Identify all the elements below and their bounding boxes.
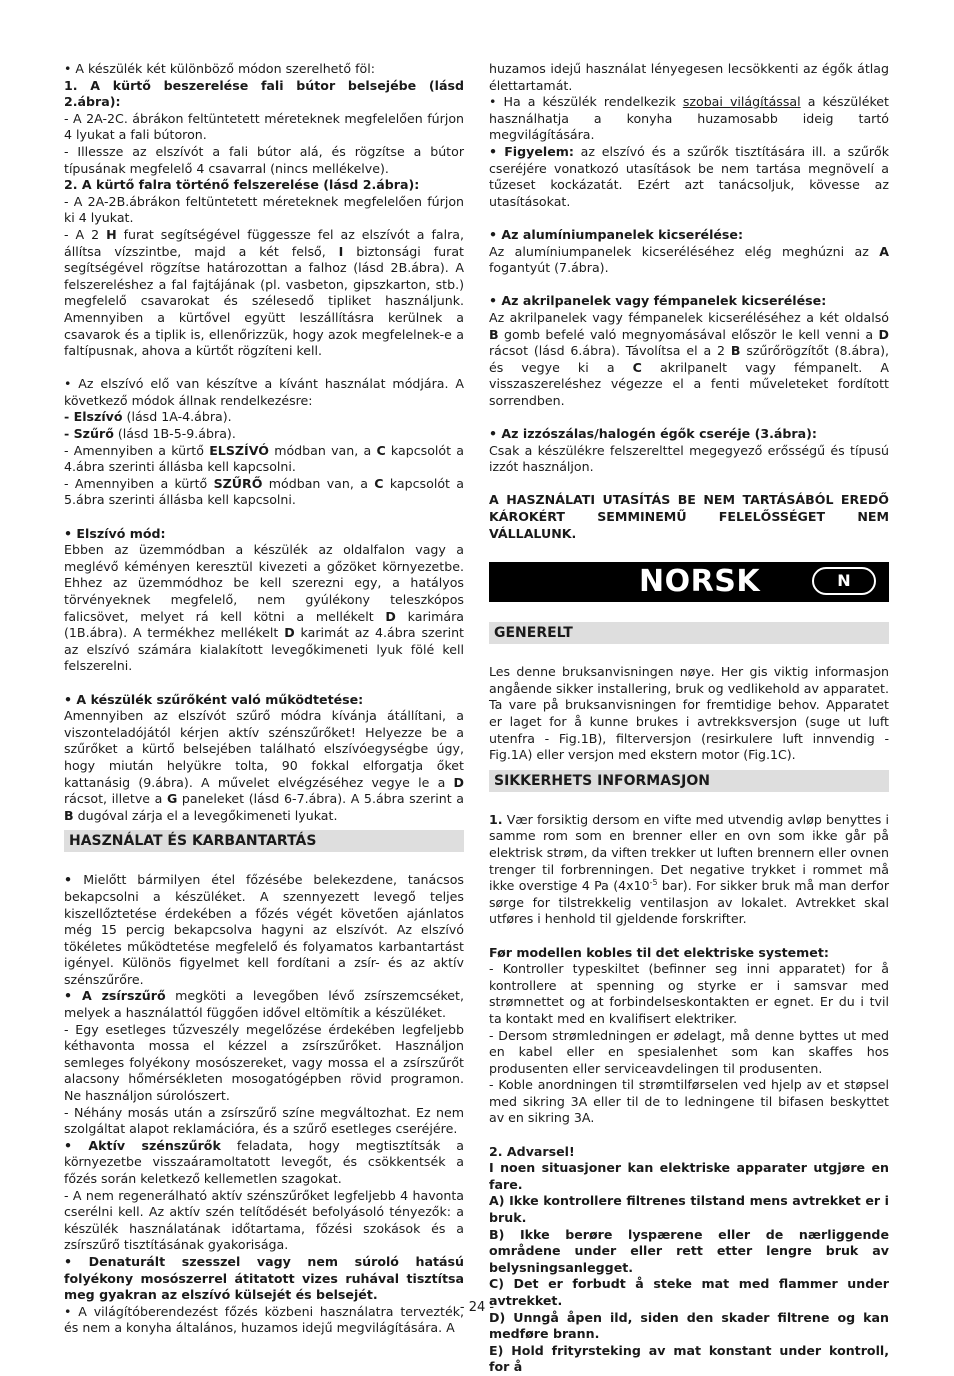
paragraph: • Denaturált szesszel vagy nem súroló hatású folyékony mosószerrel átitatott vizes ruhával tisztítsa meg gyakran az elszívó külsejét és belsejét. — [64, 1253, 464, 1303]
paragraph: Az alumíniumpanelek kicseréléséhez elég meghúzni az A fogantyút (7.ábra). — [489, 243, 889, 276]
paragraph: • Ha a készülék rendelkezik szobai világítással a készüléket használhatja a konyha huzamosabb ideig tartó megvilágítására. — [489, 94, 889, 143]
paragraph: • A világítóberendezést főzés közbeni használatra tervezték, és nem a konyha általános, huzamos idejű megvilágítására. A — [64, 1303, 464, 1336]
paragraph: - Néhány mosás után a zsírszűrő színe megváltozhat. Ez nem szolgáltat alapot reklamációra, és a szűrő esetleges cseréjére. — [64, 1104, 464, 1137]
language-banner — [489, 562, 889, 602]
warning-item: B) Ikke berøre lyspærene eller de nærliggende områdene under eller rett etter lengre bruk av belysningsanlegget. — [489, 1226, 889, 1275]
warning-item: I noen situasjoner kan elektriske apparater utgjøre en fare. — [489, 1160, 889, 1192]
list-item: - Amennyiben a kürtő SZŰRŐ módban van, a C kapcsolót a 5.ábra szerinti állásba kell kapcsolni. — [64, 475, 465, 508]
language-badge: N — [812, 567, 876, 595]
list-item: - Amennyiben a kürtő ELSZÍVÓ módban van, a C kapcsolót a 4.ábra szerinti állásba kell kapcsolni. — [64, 442, 464, 475]
subheading-exhaust-mode: • Elszívó mód: — [64, 525, 166, 541]
paragraph: - Dersom strømledningen er ødelagt, må denne byttes ut med en kabel eller en spesialenhet som kan skaffes hos produsenten eller serviceavdelingen til produsenten. — [489, 1027, 889, 1076]
section-heading-safety: SIKKERHETS INFORMASJON — [489, 770, 889, 792]
paragraph: - A nem regenerálható aktív szénszűrőket legfeljebb 4 havonta cserélni kell. Az aktív szén telítődését befolyásoló tényezők: a készülék használatának időtartama, főzési szokások és a zsírszűrő tisztításának gyakorisága. — [64, 1187, 464, 1253]
language-title: NORSK — [639, 564, 761, 600]
intro-bullet: • A készülék két különböző módon szerelhető föl: — [64, 61, 375, 76]
paragraph: Az akrilpanelek vagy fémpanelek kicseréléséhez a két oldalsó B gomb befelé való megnyomásával először le kell venni a D rácsot (lásd 6.ábra). Távolítsa el a 2 B szűrőrögzítőt (8.ábra), és vegye ki a C akrilpanelt vagy fémpanelt. A visszaszereléshez végezze el a fenti műveleteket fordított sorrendben. — [489, 309, 889, 408]
paragraph: • Mielőtt bármilyen étel főzésébe belekezdene, tanácsos bekapcsolni a készüléket. A szennyezett levegő teljes kiszellőztetése érdekében a főzés végét követően ajánlatos még 15 percig bekapcsolva hagyni az elszívót. Az elszívó tökéletes működtetése megfelelő és folyamatos karbantartást igényel. Különös figyelmet kell fordítani a zsír- és az aktív szénszűrőre. — [64, 872, 464, 987]
warning-item: C) Det er forbudt å steke mat med flammer under avtrekket. — [489, 1276, 889, 1308]
paragraph: huzamos idejű használat lényegesen lecsökkenti az égők átlag élettartamát. — [489, 61, 889, 93]
section-heading-general: GENERELT — [489, 622, 889, 644]
subheading-bulb-replacement: • Az izzószálas/halogén égők cseréje (3.ábra): — [489, 426, 817, 442]
section-heading-usage-maintenance: HASZNÁLAT ÉS KARBANTARTÁS — [64, 830, 464, 852]
paragraph: - Egy esetleges tűzveszély megelőzése érdekében legfeljebb kéthavonta mossa el kézzel a zsírszűrőket. Használjon semleges folyékony mosószereket, vagy mossa el a zsírszűrőt alacsony hőmérsékleten mosogatógépben rövid programon. Ne használjon súrolószert. — [64, 1021, 464, 1104]
warning-item: D) Unngå åpen ild, siden den skader filtrene og kan medføre brann. — [489, 1309, 889, 1342]
subheading-wall-mount: 2. A kürtő falra történő felszerelése (lásd 2.ábra): — [64, 177, 420, 193]
page-number: - 24 - — [459, 1300, 495, 1315]
liability-disclaimer: A HASZNÁLATI UTASÍTÁS BE NEM TARTÁSÁBÓL EREDŐ KÁROKÉRT SEMMINEMŰ FELELŐSSÉGET NEM VÁLLALUNK. — [489, 492, 889, 541]
subheading-warning: 2. Advarsel! — [489, 1143, 575, 1159]
paragraph: Les denne bruksanvisningen nøye. Her gis viktig informasjon angående sikker installering, bruk og vedlikehold av apparatet. Ta vare på bruksanvisningen for fremtidige behov. Apparatet er laget for å kunne brukes i avtrekksversjon (suge ut luft utenfra - Fig.1B), filterversjon (resirkulere luft innvendig - Fig.1A) eller versjon med ekstern motor (Fig.1C). — [489, 664, 889, 763]
subheading-filter-mode: • A készülék szűrőként való működtetése: — [64, 691, 364, 707]
left-column — [64, 61, 464, 1337]
paragraph: Ebben az üzemmódban a készülék az oldalfalon vagy a meglévő kéményen keresztül kivezeti a gőzöket környezetbe. Ehhez az üzemmódhoz be kell szerezni egy, a hatályos törvényeknek megfelelő, nem gyúlékony teleszkópos falicsövet, melyet rá kell kötni a mellékelt D karimára (1B.ábra). A termékhez mellékelt D karimát az 4.ábra szerint az elszívó számára kialakított levegőkimeneti lyuk fölé kell felszerelni. — [64, 542, 464, 674]
paragraph: - Koble anordningen til strømtilførselen ved hjelp av et støpsel med sikring 3A eller til de to ledningene til bifasen beskyttet av en sikring 3A. — [489, 1077, 889, 1126]
paragraph: - A 2A-2C. ábrákon feltüntetett méreteknek megfelelően fúrjon 4 lyukat a fali bútoron. — [64, 110, 464, 143]
list-item: - Szűrő (lásd 1B-5-9.ábra). — [64, 426, 236, 442]
subheading-cabinet-mount: 1. A kürtő beszerelése fali bútor belsejébe (lásd 2.ábra): — [64, 77, 464, 110]
warning-item: E) Hold frityrsteking av mat konstant under kontroll, for å — [489, 1342, 889, 1375]
paragraph: • A zsírszűrő megköti a levegőben lévő zsírszemcséket, melyek a használattól függően idővel eltömítik a készüléket. — [64, 988, 464, 1021]
warning-item: A) Ikke kontrollere filtrenes tilstand mens avtrekket er i bruk. — [489, 1193, 889, 1226]
paragraph: Csak a készülékre felszerelttel megegyező erősségű és típusú izzót használjon. — [489, 442, 889, 475]
paragraph: - Illessze az elszívót a fali bútor alá, és rögzítse a bútor típusának megfelelő 4 csavarral (nincs mellékelve). — [64, 143, 464, 176]
paragraph: • Figyelem: az elszívó és a szűrők tisztítására ill. a szűrők cseréjére vonatkozó utasítások be nem tartása megnövelí a tűzeset kockázatát. Ezért azt tanácsoljuk, kövesse az utasításokat. — [489, 143, 889, 209]
subheading-acrylic-panels: • Az akrilpanelek vagy fémpanelek kicserélése: — [489, 293, 827, 309]
paragraph: - A 2A-2B.ábrákon feltüntetett méreteknek megfelelően fúrjon ki 4 lyukat. — [64, 193, 464, 226]
paragraph: • Az elszívó elő van készítve a kívánt használat módjára. A következő módok állnak rendelkezésre: — [64, 376, 464, 408]
paragraph: - A 2 H furat segítségével függessze fel az elszívót a falra, állítsa vízszintbe, majd a két felső, I biztonsági furat segítségével rögzítse határozottan a falhoz (lásd 2B.ábra). A felszereléshez a fal fajtájának (pl. vasbeton, gipszkarton, stb.) megfelelő csavarokat és szélesedő tipliket használjunk. Amennyiben a kürtővel együtt leszállításra kerülnek a csavarok és a tiplik is, ellenőrizzük, hogy azok megfelelnek-e a faltípusnak, ahova a kürtőt rögzíteni kell. — [64, 226, 465, 359]
list-item: - Elszívó (lásd 1A-4.ábra). — [64, 409, 232, 425]
paragraph: Amennyiben az elszívót szűrő módra kívánja átállítani, a viszonteladójától kérjen aktív szénszűrőket! Helyezze be a szűrőket a kürtő belsejében található elszívóegységbe úgy, hogy miután helyükre tolta, 90 fokkal elforgatja őket kattanásig (9.ábra). A művelet elvégzéséhez vegye le a D rácsot, illetve a G paneleket (lásd 6-7.ábra). A 5.ábra szerint a B dugóval zárja el a levegőkimeneti lyukat. — [64, 708, 464, 823]
paragraph: • Aktív szénszűrők feladata, hogy megtisztítsák a környezetbe visszaáramoltatott levegőt, és csökkentsék a főzés során keletkező kellemetlen szagokat. — [64, 1137, 464, 1186]
subheading-electrical: Før modellen kobles til det elektriske systemet: — [489, 944, 829, 960]
right-column — [489, 61, 889, 1376]
paragraph: 1. Vær forsiktig dersom en vifte med utvendig avløp benyttes i samme rom som en brenner eller en ovn som ikke går på elektrisk strøm, da viften trekker ut luften brennern eller ovnen trenger til forbrenningen. Det negative trykket i rommet må ikke overstige 4 Pa ($4x10^{-5}$ bar). For sikker bruk må man derfor sørge for tilstrekkelig ventilasjon av lokalet. Avtrekket skal utføres i henhold til gjeldende forskrifter. — [489, 811, 889, 927]
paragraph: - Kontroller typeskiltet (befinner seg inni apparatet) for å kontrollere at spenning og styrke er i samsvar med strømnettet og at forbindelseskontakten er egnet. Er du i tvil ta kontakt med en kvalifisert elektriker. — [489, 961, 889, 1026]
subheading-aluminium-panels: • Az alumíniumpanelek kicserélése: — [489, 226, 744, 242]
